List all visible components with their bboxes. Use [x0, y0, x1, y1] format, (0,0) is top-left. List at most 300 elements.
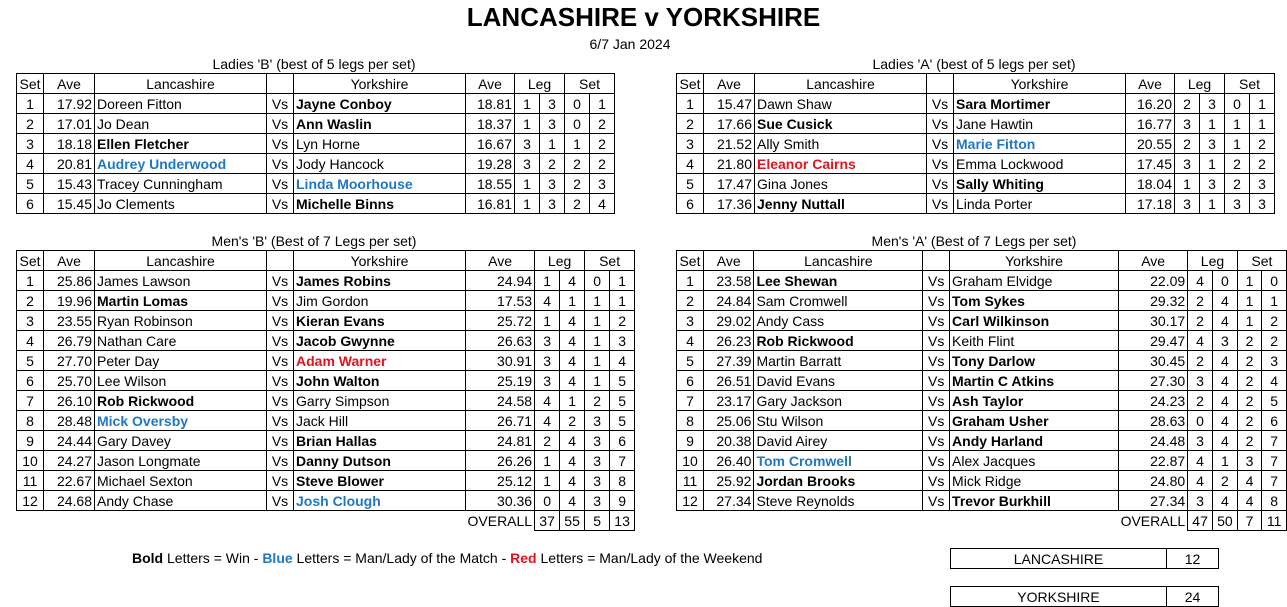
yorkshire-sets: 5: [610, 391, 635, 411]
lancashire-score-label: LANCASHIRE: [951, 549, 1167, 569]
lancashire-average: 20.81: [44, 154, 95, 174]
lancashire-player: Mick Oversby: [95, 411, 267, 431]
yorkshire-average: 26.63: [466, 331, 535, 351]
yorkshire-legs: 1: [560, 291, 585, 311]
lancashire-legs: 2: [535, 431, 560, 451]
lancashire-player: Steve Reynolds: [754, 491, 923, 511]
set-number: 11: [17, 471, 44, 491]
lancashire-average: 21.80: [704, 154, 755, 174]
match-date: 6/7 Jan 2024: [589, 36, 671, 52]
yorkshire-average: 24.80: [1119, 471, 1188, 491]
set-number: 2: [17, 114, 44, 134]
yorkshire-average: 24.58: [466, 391, 535, 411]
header-yorkshire: Yorkshire: [950, 251, 1119, 271]
yorkshire-player: Ann Waslin: [294, 114, 466, 134]
lancashire-legs: 3: [1175, 194, 1200, 214]
yorkshire-legs: 1: [1200, 114, 1225, 134]
lancashire-sets: 2: [1237, 431, 1261, 451]
set-number: 2: [677, 291, 704, 311]
lancashire-player: Sue Cusick: [755, 114, 927, 134]
table-row: [17, 94, 615, 114]
header-set: Set: [677, 251, 704, 271]
yorkshire-player: Emma Lockwood: [954, 154, 1126, 174]
set-number: 3: [677, 134, 704, 154]
lancashire-player: Lee Wilson: [95, 371, 267, 391]
yorkshire-sets: 0: [1262, 271, 1287, 291]
overall-lancashire-sets: 7: [1237, 511, 1261, 531]
table-row: [677, 331, 1287, 351]
mens-a-overall-row: [677, 511, 1287, 531]
lancashire-sets: 2: [1237, 391, 1261, 411]
header-leg: Leg: [1175, 74, 1225, 94]
yorkshire-player: Jody Hancock: [294, 154, 466, 174]
set-number: 4: [17, 154, 44, 174]
yorkshire-sets: 1: [610, 271, 635, 291]
lancashire-player: Gary Jackson: [754, 391, 923, 411]
set-number: 12: [17, 491, 44, 511]
lancashire-legs: 1: [535, 451, 560, 471]
table-row: [677, 351, 1287, 371]
yorkshire-average: 30.45: [1119, 351, 1188, 371]
yorkshire-average: 27.30: [1119, 371, 1188, 391]
table-row: [677, 291, 1287, 311]
yorkshire-sets: 2: [590, 134, 615, 154]
yorkshire-sets: 4: [590, 194, 615, 214]
set-number: 1: [677, 94, 704, 114]
lancashire-player: Rob Rickwood: [754, 331, 923, 351]
set-number: 7: [677, 391, 704, 411]
lancashire-sets: 2: [565, 154, 590, 174]
lancashire-player: David Evans: [754, 371, 923, 391]
lancashire-player: Gary Davey: [95, 431, 267, 451]
lancashire-legs: 2: [1188, 391, 1213, 411]
lancashire-player: Tom Cromwell: [754, 451, 923, 471]
vs-label: Vs: [923, 371, 950, 391]
lancashire-average: 21.52: [704, 134, 755, 154]
header-leg: Leg: [515, 74, 565, 94]
table-row: [677, 491, 1287, 511]
lancashire-legs: 2: [1188, 311, 1213, 331]
lancashire-average: 25.70: [44, 371, 95, 391]
vs-label: Vs: [267, 311, 294, 331]
vs-label: Vs: [267, 114, 294, 134]
yorkshire-player: Andy Harland: [950, 431, 1119, 451]
lancashire-sets: 3: [585, 471, 610, 491]
lancashire-player: Audrey Underwood: [95, 154, 267, 174]
lancashire-score-box: [950, 548, 1219, 569]
vs-label: Vs: [267, 194, 294, 214]
lancashire-legs: 1: [515, 114, 540, 134]
header-ave: Ave: [1126, 74, 1175, 94]
set-number: 2: [17, 291, 44, 311]
yorkshire-average: 30.91: [466, 351, 535, 371]
header-vs: [927, 74, 954, 94]
yorkshire-player: Sara Mortimer: [954, 94, 1126, 114]
yorkshire-average: 16.77: [1126, 114, 1175, 134]
lancashire-sets: 3: [585, 431, 610, 451]
header-set: Set: [17, 74, 44, 94]
overall-lancashire-legs: 37: [535, 511, 560, 531]
header-vs: [267, 251, 294, 271]
lancashire-average: 17.36: [704, 194, 755, 214]
yorkshire-average: 22.87: [1119, 451, 1188, 471]
lancashire-legs: 4: [535, 391, 560, 411]
yorkshire-sets: 2: [610, 311, 635, 331]
header-lancashire: Lancashire: [755, 74, 927, 94]
lancashire-average: 27.34: [703, 491, 753, 511]
lancashire-player: Peter Day: [95, 351, 267, 371]
lancashire-legs: 3: [535, 331, 560, 351]
yorkshire-player: Brian Hallas: [294, 431, 466, 451]
lancashire-sets: 3: [585, 451, 610, 471]
yorkshire-average: 18.04: [1126, 174, 1175, 194]
table-row: [17, 194, 615, 214]
table-row: [677, 174, 1275, 194]
set-number: 9: [677, 431, 704, 451]
lancashire-average: 27.70: [44, 351, 95, 371]
lancashire-player: Eleanor Cairns: [755, 154, 927, 174]
yorkshire-sets: 7: [610, 451, 635, 471]
yorkshire-player: Linda Porter: [954, 194, 1126, 214]
ladies-a-caption: Ladies 'A' (best of 5 legs per set): [872, 56, 1076, 72]
lancashire-sets: 1: [1225, 114, 1250, 134]
yorkshire-legs: 3: [1200, 94, 1225, 114]
yorkshire-sets: 3: [590, 174, 615, 194]
lancashire-legs: 0: [1188, 411, 1213, 431]
yorkshire-player: James Robins: [294, 271, 466, 291]
vs-label: Vs: [267, 411, 294, 431]
lancashire-legs: 4: [1188, 471, 1213, 491]
set-number: 10: [677, 451, 704, 471]
yorkshire-average: 17.53: [466, 291, 535, 311]
yorkshire-average: 24.94: [466, 271, 535, 291]
yorkshire-average: 16.81: [466, 194, 515, 214]
vs-label: Vs: [267, 154, 294, 174]
yorkshire-average: 19.28: [466, 154, 515, 174]
vs-label: Vs: [923, 291, 950, 311]
yorkshire-average: 29.32: [1119, 291, 1188, 311]
lancashire-average: 29.02: [703, 311, 753, 331]
table-row: [677, 94, 1275, 114]
lancashire-sets: 3: [585, 491, 610, 511]
vs-label: Vs: [267, 351, 294, 371]
lancashire-legs: 1: [535, 311, 560, 331]
lancashire-player: James Lawson: [95, 271, 267, 291]
yorkshire-average: 26.71: [466, 411, 535, 431]
yorkshire-legs: 4: [560, 311, 585, 331]
overall-yorkshire-sets: 11: [1262, 511, 1287, 531]
yorkshire-player: Kieran Evans: [294, 311, 466, 331]
header-vs: [923, 251, 950, 271]
set-number: 11: [677, 471, 704, 491]
yorkshire-player: Linda Moorhouse: [294, 174, 466, 194]
lancashire-legs: 1: [535, 271, 560, 291]
header-set: Set: [677, 74, 704, 94]
mens-a-table: [676, 250, 1287, 531]
vs-label: Vs: [927, 194, 954, 214]
lancashire-legs: 1: [1175, 174, 1200, 194]
yorkshire-player: Steve Blower: [294, 471, 466, 491]
lancashire-average: 19.96: [44, 291, 95, 311]
yorkshire-player: Mick Ridge: [950, 471, 1119, 491]
yorkshire-legs: 4: [1212, 291, 1237, 311]
lancashire-average: 17.01: [44, 114, 95, 134]
yorkshire-sets: 4: [1262, 371, 1287, 391]
lancashire-legs: 2: [1175, 134, 1200, 154]
yorkshire-legs: 4: [1212, 391, 1237, 411]
yorkshire-player: Trevor Burkhill: [950, 491, 1119, 511]
vs-label: Vs: [923, 411, 950, 431]
yorkshire-legs: 4: [1212, 311, 1237, 331]
yorkshire-player: Graham Elvidge: [950, 271, 1119, 291]
set-number: 9: [17, 431, 44, 451]
yorkshire-score-value: 24: [1167, 587, 1219, 607]
yorkshire-sets: 1: [610, 291, 635, 311]
yorkshire-sets: 2: [1250, 134, 1275, 154]
yorkshire-sets: 3: [610, 331, 635, 351]
overall-yorkshire-legs: 55: [560, 511, 585, 531]
yorkshire-average: 16.20: [1126, 94, 1175, 114]
vs-label: Vs: [267, 491, 294, 511]
lancashire-sets: 1: [585, 351, 610, 371]
table-row: [677, 451, 1287, 471]
yorkshire-player: Jack Hill: [294, 411, 466, 431]
table-row: [677, 411, 1287, 431]
lancashire-sets: 0: [565, 114, 590, 134]
lancashire-average: 25.92: [703, 471, 753, 491]
yorkshire-average: 27.34: [1119, 491, 1188, 511]
lancashire-player: Ally Smith: [755, 134, 927, 154]
yorkshire-sets: 1: [590, 94, 615, 114]
mens-b-overall-row: [17, 511, 635, 531]
yorkshire-player: John Walton: [294, 371, 466, 391]
ladies-b-caption: Ladies 'B' (best of 5 legs per set): [212, 56, 416, 72]
yorkshire-average: 24.23: [1119, 391, 1188, 411]
overall-spacer: [17, 511, 466, 531]
lancashire-player: Ellen Fletcher: [95, 134, 267, 154]
mens-a-caption: Men's 'A' (Best of 7 Legs per set): [871, 233, 1077, 249]
yorkshire-sets: 7: [1262, 471, 1287, 491]
yorkshire-player: Jane Hawtin: [954, 114, 1126, 134]
table-row: [677, 391, 1287, 411]
yorkshire-sets: 1: [1262, 291, 1287, 311]
lancashire-player: Martin Lomas: [95, 291, 267, 311]
yorkshire-sets: 6: [1262, 411, 1287, 431]
table-row: [17, 271, 635, 291]
set-number: 12: [677, 491, 704, 511]
lancashire-player: Jo Clements: [95, 194, 267, 214]
set-number: 4: [677, 154, 704, 174]
lancashire-player: Jordan Brooks: [754, 471, 923, 491]
vs-label: Vs: [923, 311, 950, 331]
lancashire-sets: 3: [1225, 194, 1250, 214]
yorkshire-legs: 4: [1212, 371, 1237, 391]
set-number: 8: [677, 411, 704, 431]
lancashire-average: 24.68: [44, 491, 95, 511]
set-number: 6: [17, 371, 44, 391]
yorkshire-sets: 2: [590, 114, 615, 134]
overall-lancashire-sets: 5: [585, 511, 610, 531]
lancashire-player: Jo Dean: [95, 114, 267, 134]
lancashire-sets: 1: [585, 371, 610, 391]
lancashire-average: 17.92: [44, 94, 95, 114]
ladies-a-header-row: [677, 74, 1275, 94]
lancashire-average: 17.47: [704, 174, 755, 194]
yorkshire-sets: 8: [610, 471, 635, 491]
set-number: 4: [677, 331, 704, 351]
yorkshire-sets: 4: [610, 351, 635, 371]
yorkshire-legs: 4: [1212, 491, 1237, 511]
yorkshire-legs: 4: [560, 431, 585, 451]
yorkshire-player: Martin C Atkins: [950, 371, 1119, 391]
yorkshire-player: Carl Wilkinson: [950, 311, 1119, 331]
yorkshire-average: 26.26: [466, 451, 535, 471]
mens-b-table: [16, 250, 635, 531]
lancashire-legs: 2: [1175, 94, 1200, 114]
lancashire-sets: 4: [1237, 471, 1261, 491]
lancashire-average: 23.55: [44, 311, 95, 331]
lancashire-player: Dawn Shaw: [755, 94, 927, 114]
lancashire-legs: 3: [535, 371, 560, 391]
yorkshire-average: 17.18: [1126, 194, 1175, 214]
vs-label: Vs: [267, 331, 294, 351]
set-number: 6: [17, 194, 44, 214]
yorkshire-sets: 7: [1262, 451, 1287, 471]
set-number: 7: [17, 391, 44, 411]
yorkshire-legs: 4: [560, 471, 585, 491]
lancashire-sets: 1: [585, 331, 610, 351]
header-ave: Ave: [703, 251, 753, 271]
vs-label: Vs: [267, 391, 294, 411]
lancashire-legs: 4: [1188, 451, 1213, 471]
yorkshire-sets: 2: [590, 154, 615, 174]
yorkshire-score-box: [950, 586, 1219, 607]
vs-label: Vs: [923, 271, 950, 291]
yorkshire-average: 29.47: [1119, 331, 1188, 351]
yorkshire-sets: 6: [610, 431, 635, 451]
header-set: Set: [585, 251, 635, 271]
yorkshire-sets: 2: [1250, 154, 1275, 174]
yorkshire-player: Michelle Binns: [294, 194, 466, 214]
yorkshire-average: 24.81: [466, 431, 535, 451]
yorkshire-average: 18.55: [466, 174, 515, 194]
yorkshire-average: 16.67: [466, 134, 515, 154]
set-number: 5: [677, 174, 704, 194]
vs-label: Vs: [267, 471, 294, 491]
vs-label: Vs: [927, 154, 954, 174]
yorkshire-average: 30.17: [1119, 311, 1188, 331]
table-row: [677, 471, 1287, 491]
vs-label: Vs: [267, 451, 294, 471]
header-set: Set: [1237, 251, 1286, 271]
lancashire-average: 24.44: [44, 431, 95, 451]
yorkshire-average: 20.55: [1126, 134, 1175, 154]
vs-label: Vs: [267, 371, 294, 391]
yorkshire-player: Danny Dutson: [294, 451, 466, 471]
lancashire-average: 23.58: [703, 271, 753, 291]
legend-blue-text: Letters = Man/Lady of the Match -: [292, 550, 511, 566]
yorkshire-sets: 3: [1262, 351, 1287, 371]
yorkshire-player: Jim Gordon: [294, 291, 466, 311]
vs-label: Vs: [267, 134, 294, 154]
lancashire-sets: 2: [565, 194, 590, 214]
page-title: LANCASHIRE v YORKSHIRE: [466, 2, 821, 32]
header-ave: Ave: [1119, 251, 1188, 271]
yorkshire-sets: 9: [610, 491, 635, 511]
lancashire-sets: 2: [1225, 154, 1250, 174]
lancashire-sets: 3: [585, 411, 610, 431]
yorkshire-legs: 3: [1212, 331, 1237, 351]
set-number: 5: [677, 351, 704, 371]
lancashire-player: Gina Jones: [755, 174, 927, 194]
vs-label: Vs: [927, 174, 954, 194]
table-row: [677, 271, 1287, 291]
lancashire-sets: 2: [1237, 331, 1261, 351]
yorkshire-legs: 2: [560, 411, 585, 431]
lancashire-average: 26.23: [703, 331, 753, 351]
mens-a-header-row: [677, 251, 1287, 271]
lancashire-average: 26.40: [703, 451, 753, 471]
set-number: 3: [677, 311, 704, 331]
header-lancashire: Lancashire: [754, 251, 923, 271]
vs-label: Vs: [923, 471, 950, 491]
mens-b-header-row: [17, 251, 635, 271]
ladies-b-table: [16, 73, 615, 214]
set-number: 5: [17, 174, 44, 194]
lancashire-legs: 2: [1188, 291, 1213, 311]
table-row: [17, 134, 615, 154]
lancashire-sets: 1: [1225, 134, 1250, 154]
yorkshire-sets: 2: [1262, 331, 1287, 351]
lancashire-sets: 0: [1225, 94, 1250, 114]
lancashire-player: Stu Wilson: [754, 411, 923, 431]
lancashire-average: 26.79: [44, 331, 95, 351]
lancashire-player: David Airey: [754, 431, 923, 451]
yorkshire-legs: 2: [540, 154, 565, 174]
yorkshire-average: 24.48: [1119, 431, 1188, 451]
header-set: Set: [17, 251, 44, 271]
legend-bold-word: Bold: [132, 550, 164, 566]
yorkshire-player: Tom Sykes: [950, 291, 1119, 311]
vs-label: Vs: [923, 491, 950, 511]
yorkshire-sets: 3: [1250, 174, 1275, 194]
yorkshire-legs: 4: [1212, 431, 1237, 451]
lancashire-sets: 1: [1237, 311, 1261, 331]
table-row: [17, 154, 615, 174]
lancashire-legs: 1: [515, 174, 540, 194]
yorkshire-player: Garry Simpson: [294, 391, 466, 411]
table-row: [677, 431, 1287, 451]
vs-label: Vs: [927, 94, 954, 114]
lancashire-player: Nathan Care: [95, 331, 267, 351]
header-ave: Ave: [44, 251, 95, 271]
vs-label: Vs: [923, 331, 950, 351]
lancashire-player: Tracey Cunningham: [95, 174, 267, 194]
yorkshire-legs: 2: [1212, 471, 1237, 491]
lancashire-player: Michael Sexton: [95, 471, 267, 491]
table-row: [677, 134, 1275, 154]
lancashire-legs: 3: [515, 134, 540, 154]
table-row: [677, 194, 1275, 214]
vs-label: Vs: [267, 291, 294, 311]
vs-label: Vs: [923, 451, 950, 471]
lancashire-average: 18.18: [44, 134, 95, 154]
table-row: [17, 491, 635, 511]
overall-yorkshire-legs: 50: [1212, 511, 1237, 531]
lancashire-player: Lee Shewan: [754, 271, 923, 291]
lancashire-sets: 1: [565, 134, 590, 154]
lancashire-average: 15.43: [44, 174, 95, 194]
